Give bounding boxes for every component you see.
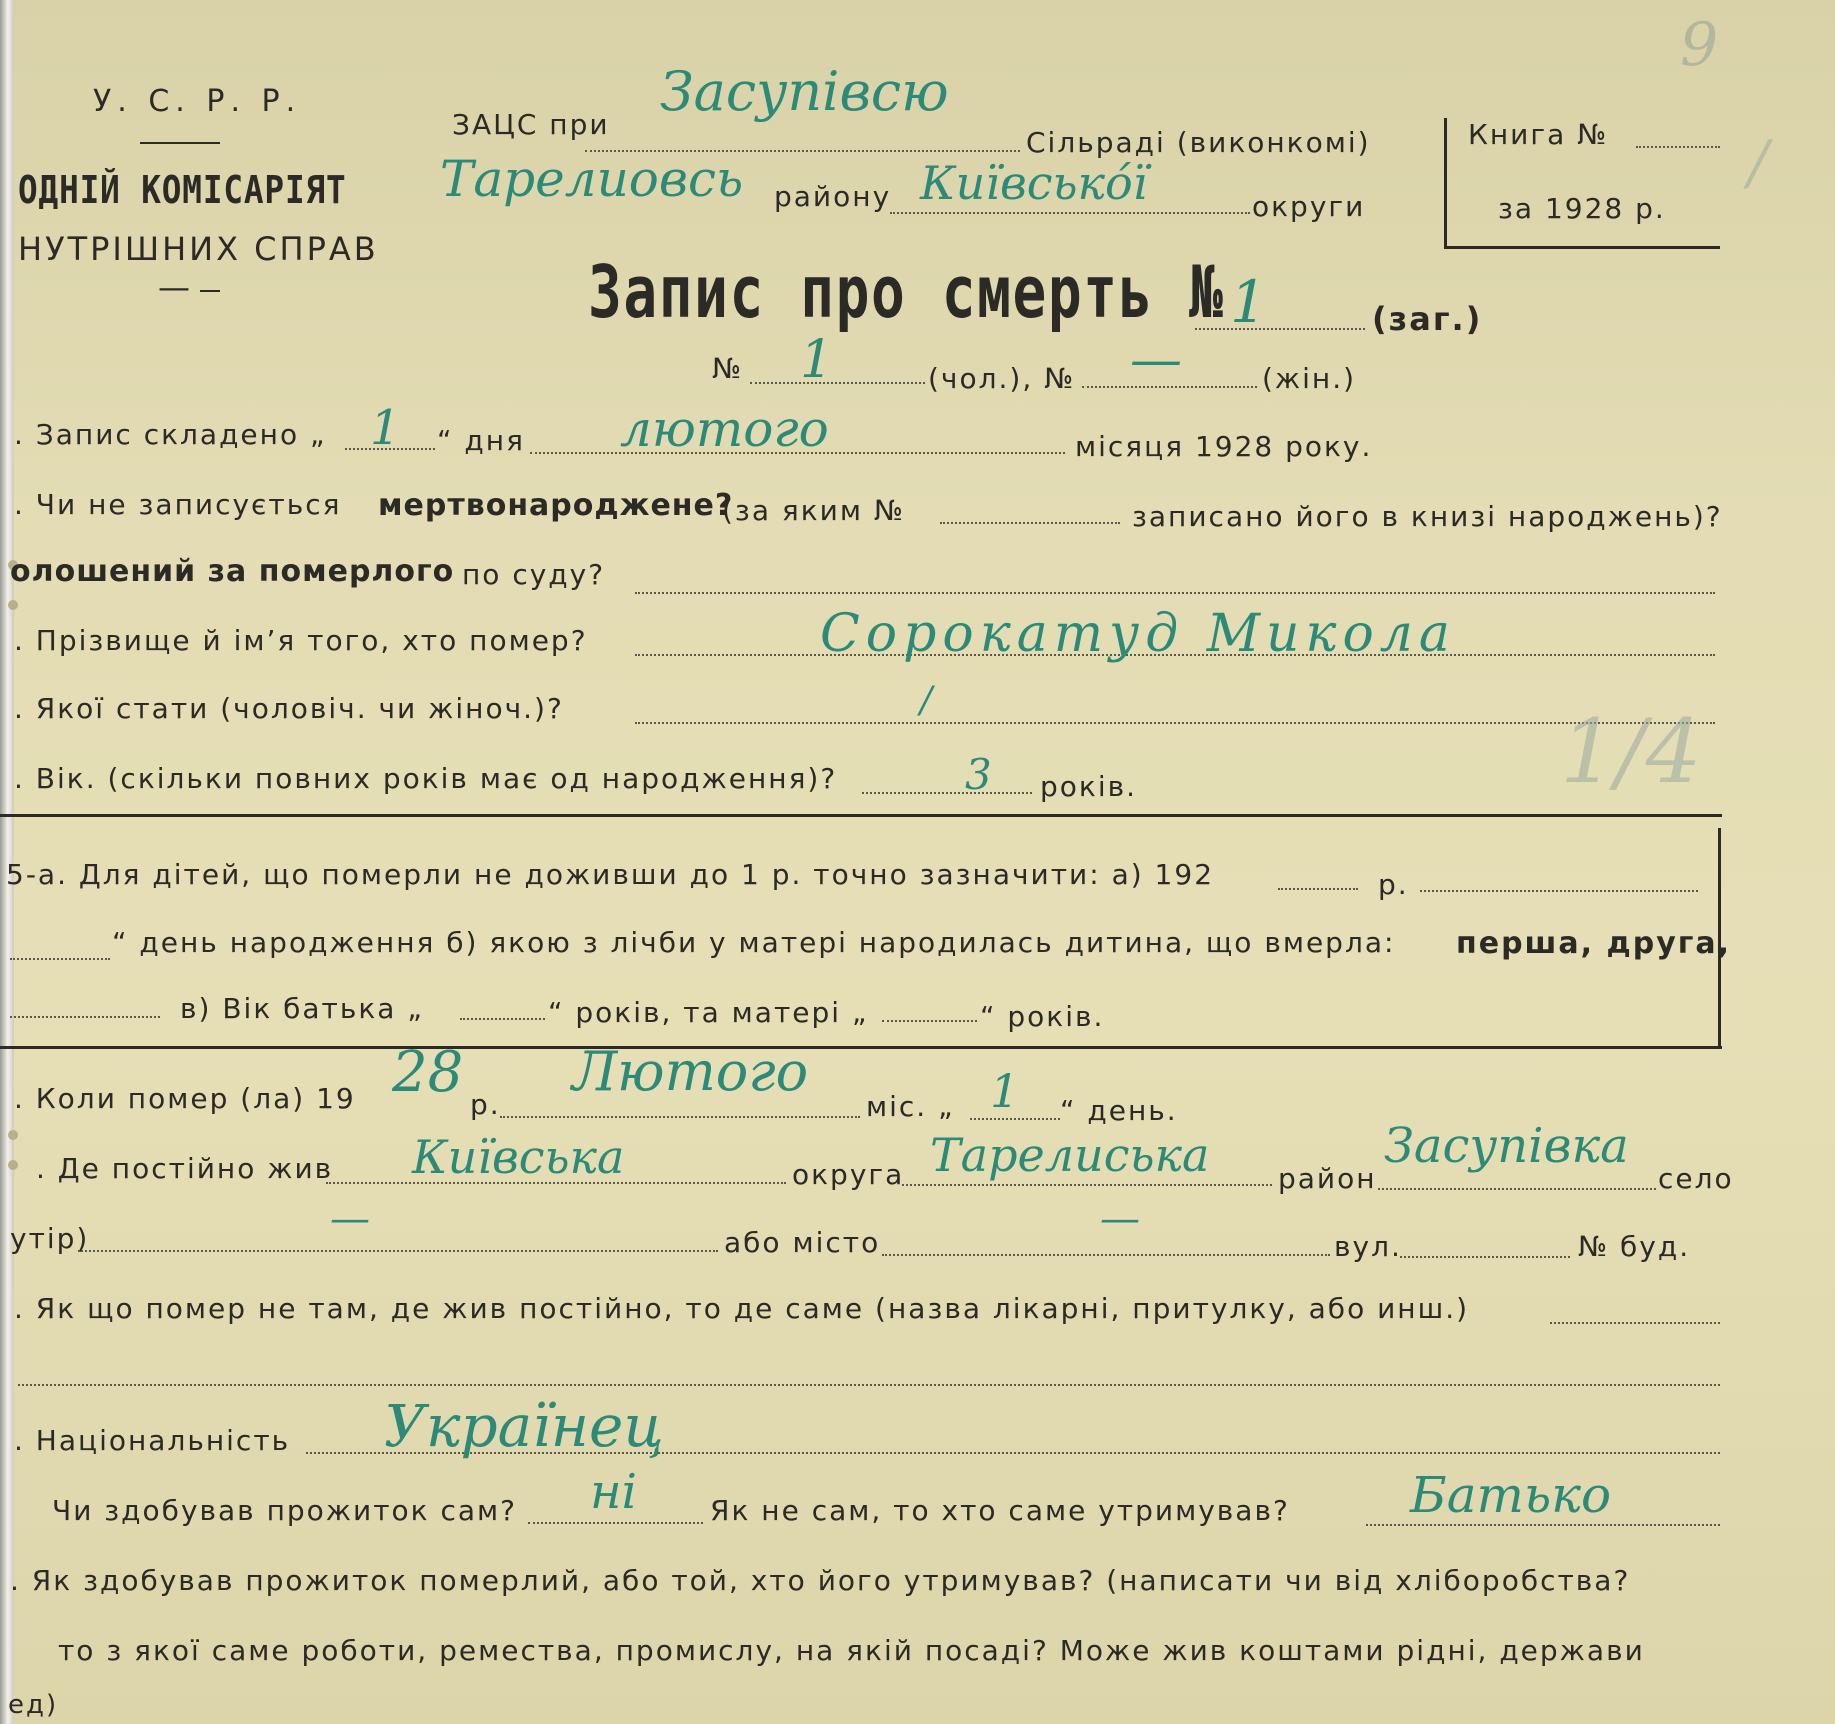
field-7-r: р. bbox=[470, 1088, 501, 1121]
hw-margin-mark: 1/4 bbox=[1560, 700, 1702, 803]
field-7-label: . Коли помер (ла) 19 bbox=[14, 1082, 356, 1115]
place-line-b bbox=[18, 1384, 1720, 1386]
khutir-line bbox=[78, 1250, 718, 1252]
field-2-registered: записано його в книзі народжень)? bbox=[1132, 500, 1723, 533]
field-3-declared: олошений за померлого bbox=[10, 554, 455, 589]
court-line bbox=[635, 592, 1715, 594]
field-8-village: село bbox=[1658, 1162, 1734, 1195]
field-8-khutir: утір) bbox=[10, 1222, 90, 1255]
city-line bbox=[882, 1254, 1330, 1256]
hw-day: 1 bbox=[370, 400, 401, 456]
hw-month: лютого bbox=[620, 400, 829, 458]
silradi-label: Сільраді (виконкомі) bbox=[1026, 126, 1371, 159]
field-6-label: . Вік. (скільки повних років має од народження)? bbox=[14, 762, 838, 795]
field-8-city: або місто bbox=[724, 1226, 881, 1259]
res-district-line bbox=[902, 1184, 1272, 1186]
infant-box-top bbox=[0, 814, 1722, 817]
field-4-label: . Прізвище й ім’я того, хто помер? bbox=[14, 624, 588, 657]
field-8-street: вул. bbox=[1334, 1230, 1402, 1263]
field-6a-years: “ років. bbox=[980, 1000, 1105, 1033]
book-label: Книга № bbox=[1468, 118, 1609, 151]
hw-death-day: 1 bbox=[990, 1064, 1020, 1118]
zhin-label: (жін.) bbox=[1262, 362, 1357, 395]
chol-label: (чол.), № bbox=[928, 362, 1076, 395]
field-9-label: . Як що помер не там, де жив постійно, то де саме (назва лікарні, притулку, або инш.) bbox=[14, 1292, 1470, 1325]
death-day-line bbox=[970, 1118, 1060, 1120]
hw-nationality: Українец bbox=[384, 1392, 664, 1460]
hw-res-okrug: Київська bbox=[412, 1130, 625, 1184]
header-rule bbox=[140, 142, 220, 144]
book-box-bottom bbox=[1444, 246, 1720, 249]
hw-corner-num: 9 bbox=[1680, 10, 1719, 80]
stillborn-no-line bbox=[940, 522, 1120, 524]
field-12-line-2: то з якої саме роботи, ремества, промислу, на якій посаді? Може жив коштами рідні, держави bbox=[58, 1634, 1645, 1667]
field-6a-order: перша, друга, bbox=[1456, 926, 1732, 961]
sex-line bbox=[635, 722, 1715, 724]
field-8-okrug: округа bbox=[792, 1158, 905, 1191]
header-rule-2 bbox=[200, 290, 220, 292]
record-no-line bbox=[1195, 328, 1365, 330]
field-1-label: . Запис складено „ bbox=[14, 418, 327, 451]
book-box-left bbox=[1444, 118, 1447, 248]
commissariat-label: ОДНІЙ КОМІСАРІЯТ bbox=[18, 168, 347, 212]
hw-village: Засупівсю bbox=[660, 60, 949, 123]
field-6a-r: р. bbox=[1378, 868, 1409, 901]
ussr-label: У. С. Р. Р. bbox=[93, 84, 302, 119]
hw-res-village: Засупівка bbox=[1384, 1118, 1629, 1174]
supporter-line bbox=[1366, 1524, 1720, 1526]
field-2-which: (за яким № bbox=[722, 494, 905, 527]
field-10-label: . Національність bbox=[14, 1424, 291, 1457]
street-line bbox=[1400, 1256, 1570, 1258]
field-2-label: . Чи не записується bbox=[14, 488, 342, 521]
zags-label: ЗАЦС при bbox=[452, 108, 610, 141]
header-dash: — bbox=[158, 268, 192, 306]
hw-district: Тарелиовсь bbox=[440, 150, 744, 208]
internal-affairs-label: НУТРІШНИХ СПРАВ bbox=[18, 230, 379, 268]
field-8-district: район bbox=[1278, 1162, 1377, 1195]
place-line-a bbox=[1550, 1322, 1720, 1324]
field-5-label: . Якої стати (чоловіч. чи жіноч.)? bbox=[14, 692, 564, 725]
field-8-house: № буд. bbox=[1578, 1230, 1691, 1263]
field-7-month: міс. „ bbox=[866, 1090, 955, 1123]
field-12-label: . Як здобував прожиток померлий, або той, хто його утримував? (написати чи від хліборобства? bbox=[10, 1564, 1631, 1597]
hw-death-year: 28 bbox=[392, 1040, 464, 1105]
rayonu-label: району bbox=[774, 180, 892, 213]
field-6a-father: в) Вік батька „ bbox=[180, 992, 424, 1025]
hw-supporter: Батько bbox=[1410, 1466, 1612, 1524]
res-village-line bbox=[1378, 1188, 1656, 1190]
field-6a-mother: “ років, та матері „ bbox=[548, 996, 869, 1029]
field-11-supporter: Як не сам, то хто саме утримував? bbox=[710, 1494, 1290, 1527]
field-7-day: “ день. bbox=[1060, 1094, 1178, 1127]
book-year: за 1928 р. bbox=[1498, 192, 1666, 225]
field-3-court: по суду? bbox=[462, 558, 606, 591]
hw-age: 3 bbox=[965, 750, 992, 799]
field-6-years: років. bbox=[1040, 770, 1137, 803]
father-age-line bbox=[460, 1018, 545, 1020]
hw-book-mark: / bbox=[1748, 128, 1769, 198]
field-6a-line-1: 5-а. Для дітей, що померли не доживши до 1 р. точно зазначити: а) 192 bbox=[6, 858, 1215, 891]
hw-name: Сорокатуд Микола bbox=[820, 604, 1456, 664]
hw-res-district: Тарелиська bbox=[930, 1128, 1210, 1182]
hw-zhin-no: — bbox=[1130, 330, 1182, 390]
hw-death-month: Лютого bbox=[572, 1040, 809, 1103]
okrugi-label: округи bbox=[1252, 190, 1366, 223]
zag-label: (заг.) bbox=[1372, 300, 1483, 338]
death-month-line bbox=[500, 1116, 860, 1118]
field-11-label: Чи здобував прожиток сам? bbox=[52, 1494, 517, 1527]
hw-self-support: ні bbox=[590, 1464, 637, 1520]
infant-rest-line bbox=[1420, 890, 1698, 892]
num-label: № bbox=[712, 352, 744, 385]
mother-age-line bbox=[882, 1020, 977, 1022]
hw-record-no: 1 bbox=[1230, 268, 1267, 336]
okrug-line bbox=[890, 212, 1250, 214]
field-1-day-label: “ дня bbox=[437, 424, 525, 457]
self-support-line bbox=[528, 1522, 703, 1524]
field-12-line-3: ед) bbox=[8, 1690, 59, 1720]
hw-city-dash: — bbox=[1100, 1196, 1140, 1242]
infant-box-bottom bbox=[0, 1046, 1722, 1049]
hw-sex-mark: / bbox=[920, 680, 933, 721]
record-title: Запис про смерть № bbox=[588, 250, 1225, 334]
chol-no-line bbox=[750, 382, 925, 384]
field-2-stillborn: мертвонароджене? bbox=[378, 488, 734, 523]
infant-order-line bbox=[10, 1016, 160, 1018]
hw-chol-no: 1 bbox=[800, 330, 834, 390]
field-1-month-label: місяця 1928 року. bbox=[1075, 430, 1373, 463]
hw-okrug: Київсько́ї bbox=[920, 156, 1148, 210]
infant-day-line bbox=[10, 958, 110, 960]
age-line bbox=[862, 792, 1032, 794]
hw-khutir-dash: — bbox=[330, 1196, 370, 1242]
infant-year-line bbox=[1278, 888, 1358, 890]
field-8-label: . Де постійно жив bbox=[36, 1152, 334, 1185]
book-line bbox=[1636, 146, 1720, 148]
field-6a-line-2: “ день народження б) якою з лічби у матері народилась дитина, що вмерла: bbox=[112, 926, 1396, 959]
